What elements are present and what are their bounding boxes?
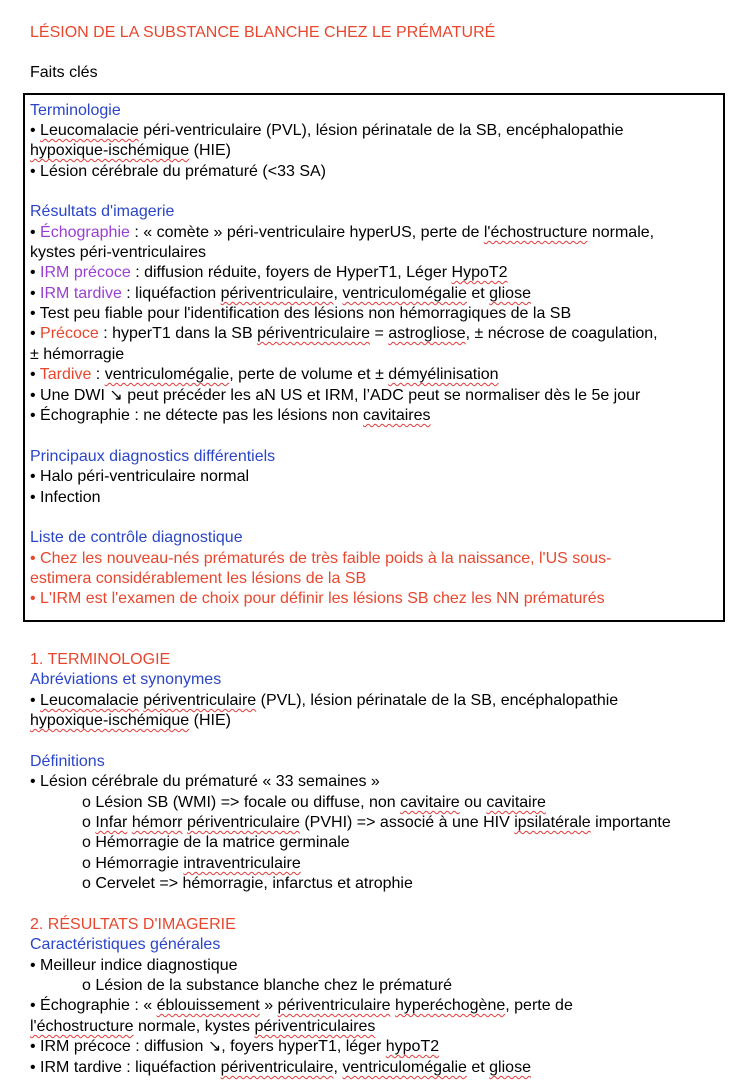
resultats-line-3: • IRM précoce : diffusion réduite, foyers de HyperT1, Léger HypoT2 <box>30 264 508 281</box>
terminologie-line-2: hypoxique-ischémique (HIE) <box>30 142 231 159</box>
abreviations-heading: Abréviations et synonymes <box>30 671 222 688</box>
liste-line-3: • L'IRM est l'examen de choix pour définir les lésions SB chez les NN prématurés <box>30 590 605 607</box>
definitions-sub-1: o Lésion SB (WMI) => focale ou diffuse, non cavitaire ou cavitaire <box>82 794 546 811</box>
resultats-line-2: kystes péri-ventriculaires <box>30 244 207 261</box>
resultats-line-6: • Précoce : hyperT1 dans la SB périventriculaire = astrogliose, ± nécrose de coagulation, <box>30 325 658 342</box>
caracteristiques-line-3: l'échostructure normale, kystes périventriculaires <box>30 1018 376 1035</box>
diff-heading: Principaux diagnostics différentiels <box>30 448 276 465</box>
definitions-heading: Définitions <box>30 753 105 770</box>
caracteristiques-line-2: • Échographie : « éblouissement » périventriculaire hyperéchogène, perte de <box>30 997 573 1014</box>
definitions-sub-3: o Hémorragie de la matrice germinale <box>82 834 350 851</box>
resultats-line-5: • Test peu fiable pour l'identification des lésions non hémorragiques de la SB <box>30 305 572 322</box>
diff-line-2: • Infection <box>30 489 101 506</box>
faits-cles-heading: Faits clés <box>30 64 98 81</box>
liste-line-2: estimera considérablement les lésions de la SB <box>30 570 367 587</box>
definitions-sub-5: o Cervelet => hémorragie, infarctus et atrophie <box>82 875 413 892</box>
section-1-title: 1. TERMINOLOGIE <box>30 651 171 668</box>
caracteristiques-line-4: • IRM précoce : diffusion ↘, foyers hyperT1, léger hypoT2 <box>30 1038 440 1055</box>
caracteristiques-line-1: • Meilleur indice diagnostique <box>30 957 238 974</box>
document-title: LÉSION DE LA SUBSTANCE BLANCHE CHEZ LE PRÉMATURÉ <box>30 24 496 41</box>
terminologie-line-1: • Leucomalacie péri-ventriculaire (PVL), lésion périnatale de la SB, encéphalopathie <box>30 122 624 139</box>
section-2-title: 2. RÉSULTATS D'IMAGERIE <box>30 916 236 933</box>
caracteristiques-heading: Caractéristiques générales <box>30 936 221 953</box>
resultats-line-7: ± hémorragie <box>30 346 125 363</box>
resultats-line-1: • Échographie : « comète » péri-ventriculaire hyperUS, perte de l'échostructure normale, <box>30 224 655 241</box>
terminologie-line-3: • Lésion cérébrale du prématuré (<33 SA) <box>30 163 326 180</box>
definitions-line-1: • Lésion cérébrale du prématuré « 33 semaines » <box>30 773 380 790</box>
caracteristiques-line-5: • IRM tardive : liquéfaction périventriculaire, ventriculomégalie et gliose <box>30 1059 531 1076</box>
resultats-line-4: • IRM tardive : liquéfaction périventriculaire, ventriculomégalie et gliose <box>30 285 531 302</box>
liste-heading: Liste de contrôle diagnostique <box>30 529 243 546</box>
abreviations-line-2: hypoxique-ischémique (HIE) <box>30 712 231 729</box>
terminologie-heading: Terminologie <box>30 102 121 119</box>
abreviations-line-1: • Leucomalacie périventriculaire (PVL), lésion périnatale de la SB, encéphalopathie <box>30 692 619 709</box>
diff-line-1: • Halo péri-ventriculaire normal <box>30 468 250 485</box>
resultats-line-8: • Tardive : ventriculomégalie, perte de volume et ± démyélinisation <box>30 366 499 383</box>
resultats-line-10: • Échographie : ne détecte pas les lésions non cavitaires <box>30 407 431 424</box>
resultats-line-9: • Une DWI ↘ peut précéder les aN US et IRM, l’ADC peut se normaliser dès le 5e jour <box>30 387 641 404</box>
definitions-sub-4: o Hémorragie intraventriculaire <box>82 855 301 872</box>
caracteristiques-sub-1: o Lésion de la substance blanche chez le prématuré <box>82 977 453 994</box>
resultats-heading: Résultats d'imagerie <box>30 203 175 220</box>
definitions-sub-2: o Infar hémorr périventriculaire (PVHI) => associé à une HIV ipsilatérale importante <box>82 814 671 831</box>
liste-line-1: • Chez les nouveau-nés prématurés de très faible poids à la naissance, l'US sous- <box>30 550 612 567</box>
